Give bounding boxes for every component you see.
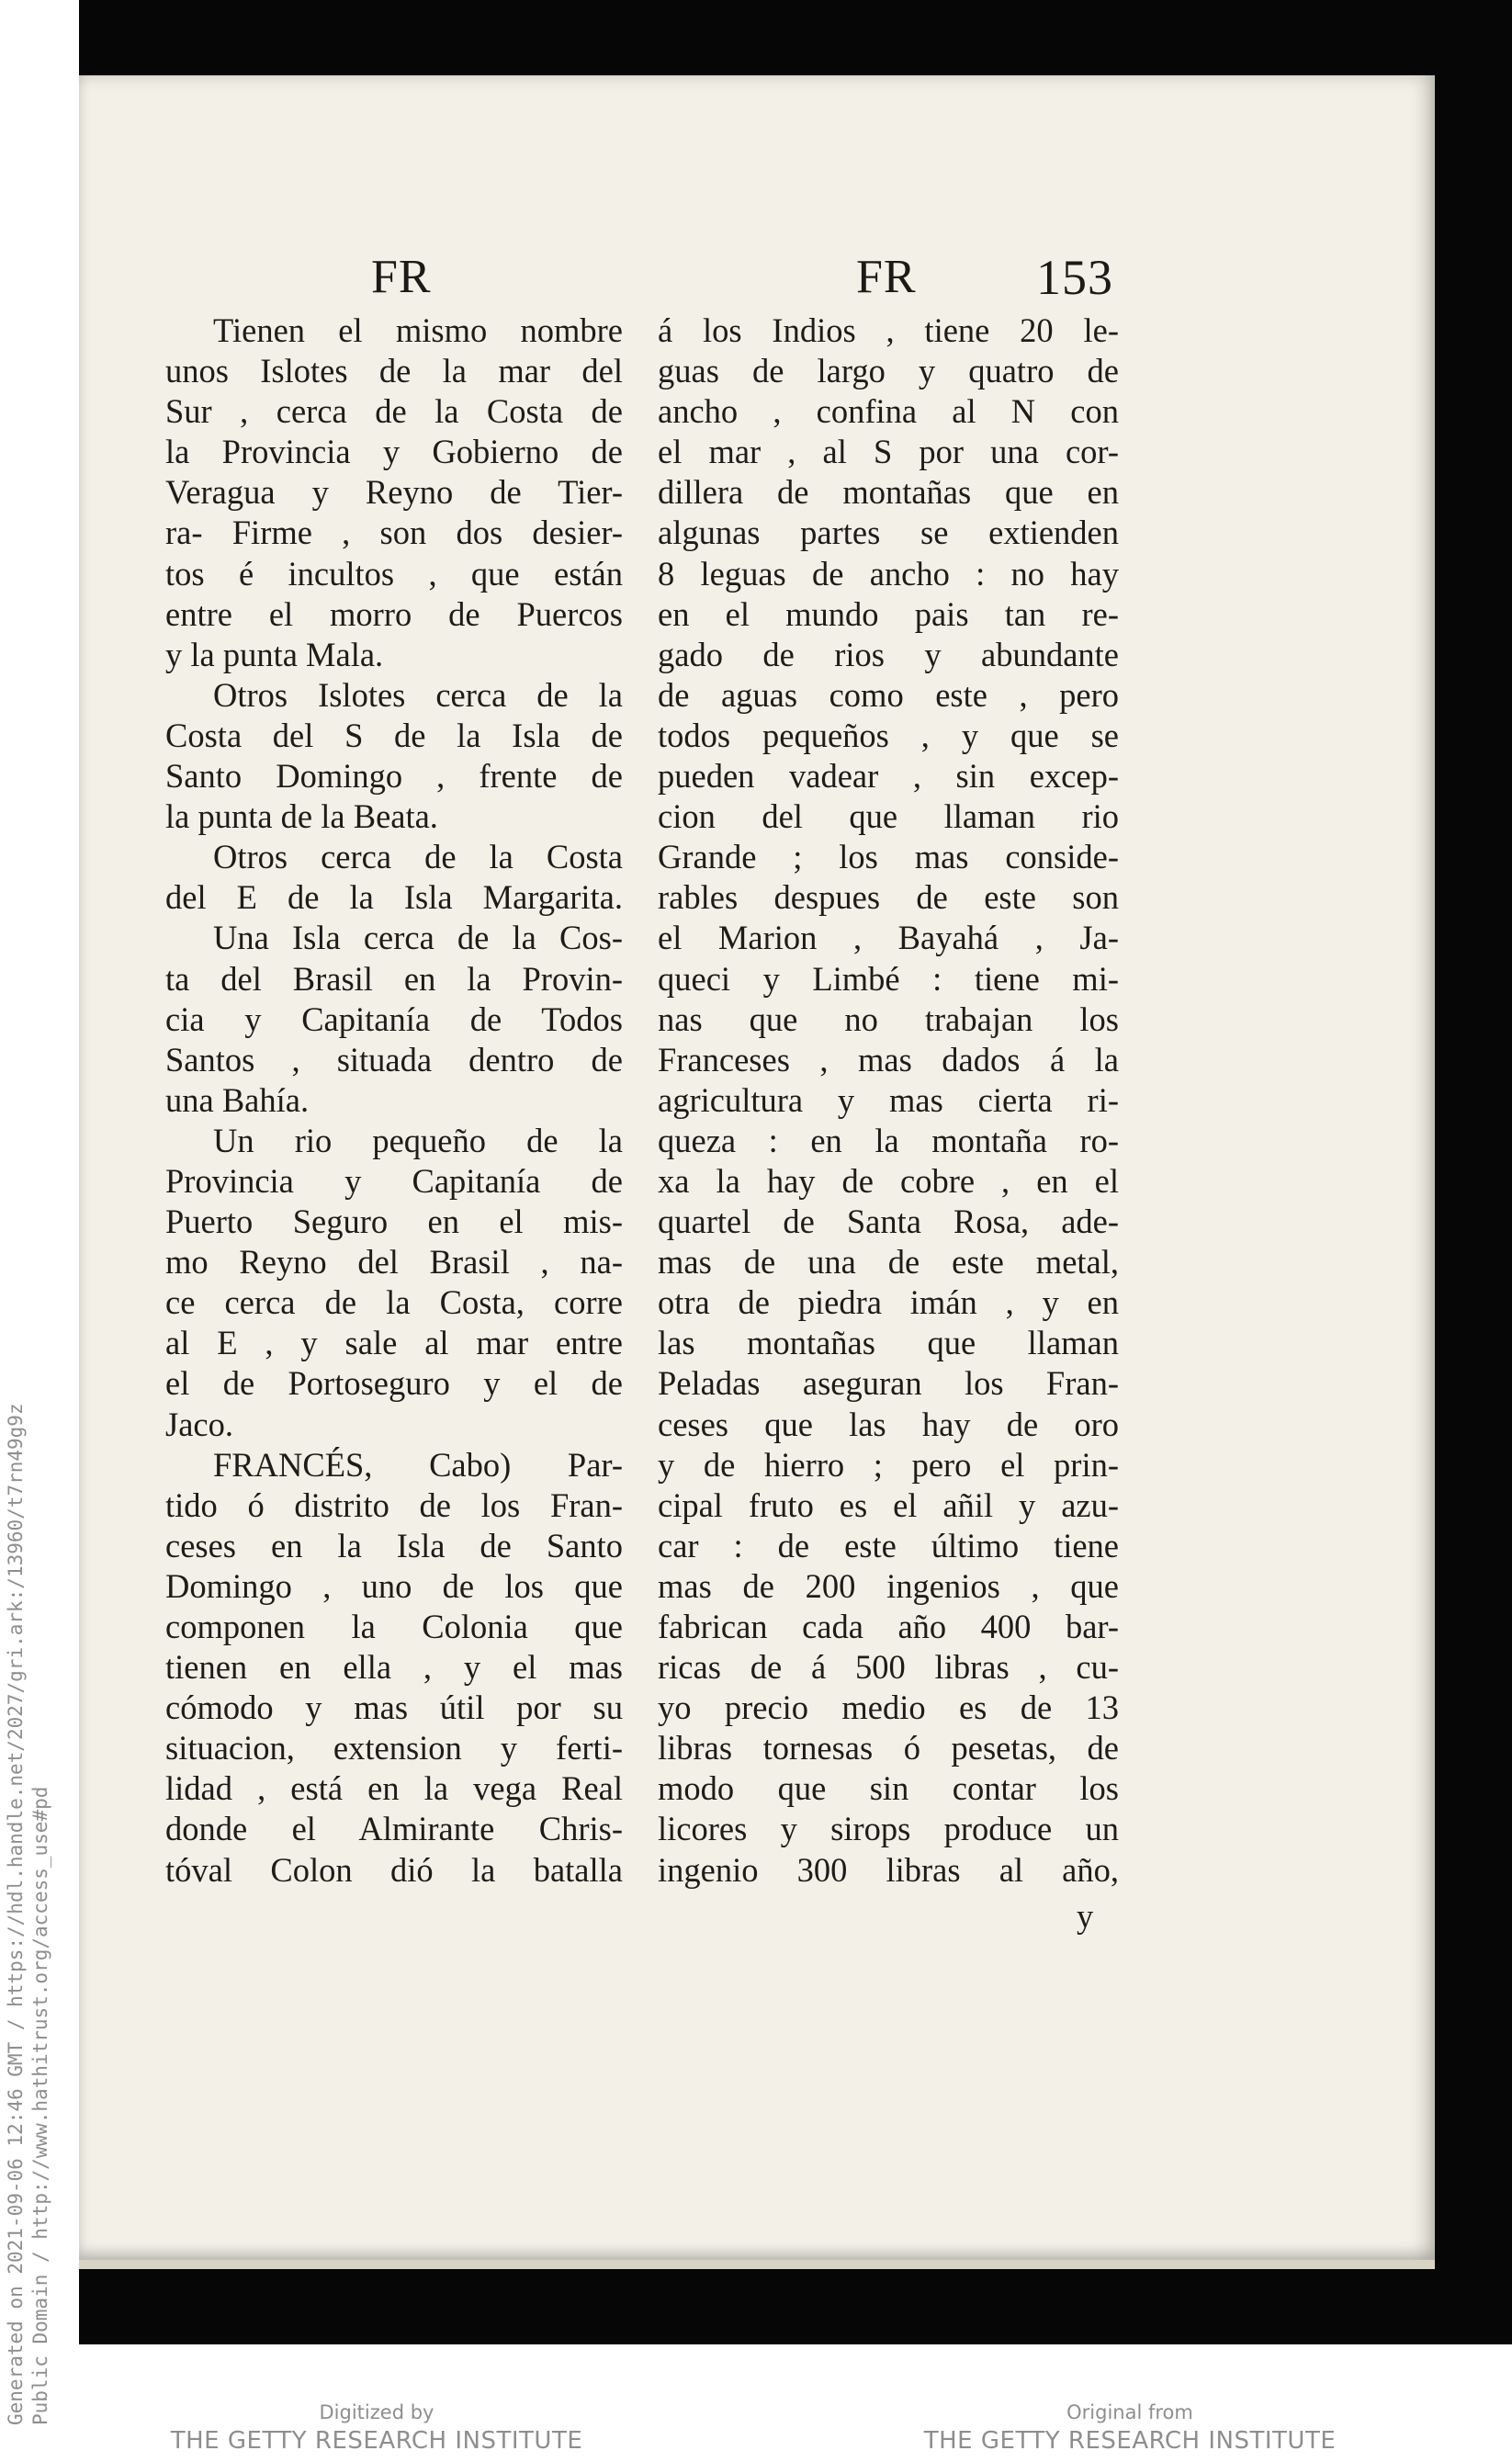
text-line: del E de la Isla Margarita. <box>165 878 623 917</box>
text-line: de aguas como este , pero <box>658 675 1119 714</box>
text-line: á los Indios , tiene 20 le- <box>658 311 1119 349</box>
text-line: rables despues de este son <box>658 878 1119 917</box>
text-line: Un rio pequeño de la <box>213 1121 623 1159</box>
text-line: ra- Firme , son dos desier- <box>165 514 623 552</box>
text-line: xa la hay de cobre , en el <box>658 1161 1119 1200</box>
text-line: cipal fruto es el añil y azu- <box>658 1485 1119 1524</box>
text-line: tóval Colon dió la batalla <box>165 1850 623 1889</box>
text-line: en el mundo pais tan re- <box>658 594 1119 633</box>
text-line: mas de 200 ingenios , que <box>658 1566 1119 1605</box>
text-line: una Bahía. <box>165 1080 310 1119</box>
text-line: modo que sin contar los <box>658 1769 1119 1808</box>
text-line: ceses en la Isla de Santo <box>165 1526 623 1564</box>
text-line: gado de rios y abundante <box>658 635 1119 673</box>
text-line: agricultura y mas cierta ri- <box>658 1080 1119 1119</box>
text-line: Provincia y Capitanía de <box>165 1161 623 1200</box>
text-line: tienen en ella , y el mas <box>165 1648 623 1687</box>
text-line: licores y sirops produce un <box>658 1810 1119 1848</box>
text-line: Jaco. <box>165 1405 233 1443</box>
text-line: el Marion , Bayahá , Ja- <box>658 919 1119 957</box>
text-line: nas que no trabajan los <box>658 999 1119 1038</box>
text-line: el mar , al S por una cor- <box>658 433 1119 471</box>
text-line: 8 leguas de ancho : no hay <box>658 554 1119 593</box>
text-line: mas de una de este metal, <box>658 1243 1119 1282</box>
text-line: Santo Domingo , frente de <box>165 757 623 796</box>
text-line: Tienen el mismo nombre <box>213 311 623 349</box>
text-line: queza : en la montaña ro- <box>658 1121 1119 1159</box>
digitized-by-credit <box>165 2400 588 2456</box>
text-line: otra de piedra imán , y en <box>658 1283 1119 1322</box>
text-line: y de hierro ; pero el prin- <box>658 1445 1119 1484</box>
text-line: Veragua y Reyno de Tier- <box>165 473 623 512</box>
text-line: pueden vadear , sin excep- <box>658 757 1119 796</box>
text-line: la punta de la Beata. <box>165 797 438 836</box>
right-text-column <box>658 311 1119 1891</box>
text-line: ta del Brasil en la Provin- <box>165 959 623 998</box>
text-line: tos é incultos , que están <box>165 554 623 593</box>
original-from-label: Original from <box>1066 2401 1193 2423</box>
text-line: tido ó distrito de los Fran- <box>165 1485 623 1524</box>
text-line: algunas partes se extienden <box>658 514 1119 552</box>
original-source-name: THE GETTY RESEARCH INSTITUTE <box>923 2427 1337 2455</box>
text-line: situacion, extension y ferti- <box>165 1729 623 1767</box>
text-line: ancho , confina al N con <box>658 392 1119 431</box>
text-line: FRANCÉS, Cabo) Par- <box>213 1445 623 1484</box>
text-line: cia y Capitanía de Todos <box>165 999 623 1038</box>
text-line: entre el morro de Puercos <box>165 594 623 633</box>
catchword: y <box>1077 1897 1094 1935</box>
text-line: unos Islotes de la mar del <box>165 352 623 390</box>
text-line: queci y Limbé : tiene mi- <box>658 959 1119 998</box>
text-line: Otros cerca de la Costa <box>213 838 623 876</box>
original-from-credit <box>919 2400 1341 2456</box>
text-line: Peladas aseguran los Fran- <box>658 1364 1119 1403</box>
text-line: mo Reyno del Brasil , na- <box>165 1243 623 1282</box>
text-line: Grande ; los mas conside- <box>658 838 1119 876</box>
text-line: todos pequeños , y que se <box>658 716 1119 754</box>
text-line: cómodo y mas útil por su <box>165 1688 623 1727</box>
digitizer-name: THE GETTY RESEARCH INSTITUTE <box>170 2427 583 2455</box>
text-line: Una Isla cerca de la Cos- <box>213 919 623 957</box>
watermark-line: Generated on 2021-09-06 12:46 GMT / https://hdl.handle.net/2027/gri.ark:/13960/t7rn49g9z <box>5 1403 27 2425</box>
text-line: la Provincia y Gobierno de <box>165 433 623 471</box>
text-line: Franceses , mas dados á la <box>658 1040 1119 1079</box>
text-line: lidad , está en la vega Real <box>165 1769 623 1808</box>
text-line: libras tornesas ó pesetas, de <box>658 1729 1119 1767</box>
text-line: ricas de á 500 libras , cu- <box>658 1648 1119 1687</box>
running-head-right: FR <box>856 251 917 303</box>
page-edge <box>79 2260 1435 2269</box>
text-line: Puerto Seguro en el mis- <box>165 1203 623 1241</box>
text-line: al E , y sale al mar entre <box>165 1324 623 1362</box>
text-line: donde el Almirante Chris- <box>165 1810 623 1848</box>
text-line: y la punta Mala. <box>165 635 384 673</box>
text-line: ceses que las hay de oro <box>658 1405 1119 1443</box>
text-line: Costa del S de la Isla de <box>165 716 623 754</box>
text-line: Domingo , uno de los que <box>165 1566 623 1605</box>
left-text-column <box>165 311 623 1891</box>
text-line: las montañas que llaman <box>658 1324 1119 1362</box>
text-line: componen la Colonia que <box>165 1608 623 1645</box>
running-head-left: FR <box>371 251 432 303</box>
text-line: Otros Islotes cerca de la <box>213 675 623 714</box>
text-line: quartel de Santa Rosa, ade- <box>658 1203 1119 1241</box>
access-watermark <box>4 1403 53 2425</box>
watermark-line: Public Domain / http://www.hathitrust.org/access_use#pd <box>29 1786 51 2425</box>
text-line: fabrican cada año 400 bar- <box>658 1608 1119 1645</box>
page-number: 153 <box>1036 250 1113 305</box>
text-line: car : de este último tiene <box>658 1526 1119 1564</box>
text-line: guas de largo y quatro de <box>658 352 1119 390</box>
text-line: dillera de montañas que en <box>658 473 1119 512</box>
text-line: Santos , situada dentro de <box>165 1040 623 1079</box>
text-line: yo precio medio es de 13 <box>658 1688 1119 1727</box>
digitized-by-label: Digitized by <box>319 2401 434 2423</box>
text-line: el de Portoseguro y el de <box>165 1364 623 1403</box>
text-line: cion del que llaman rio <box>658 797 1119 836</box>
text-line: ingenio 300 libras al año, <box>658 1850 1119 1889</box>
text-line: ce cerca de la Costa, corre <box>165 1283 623 1322</box>
text-line: Sur , cerca de la Costa de <box>165 392 623 431</box>
